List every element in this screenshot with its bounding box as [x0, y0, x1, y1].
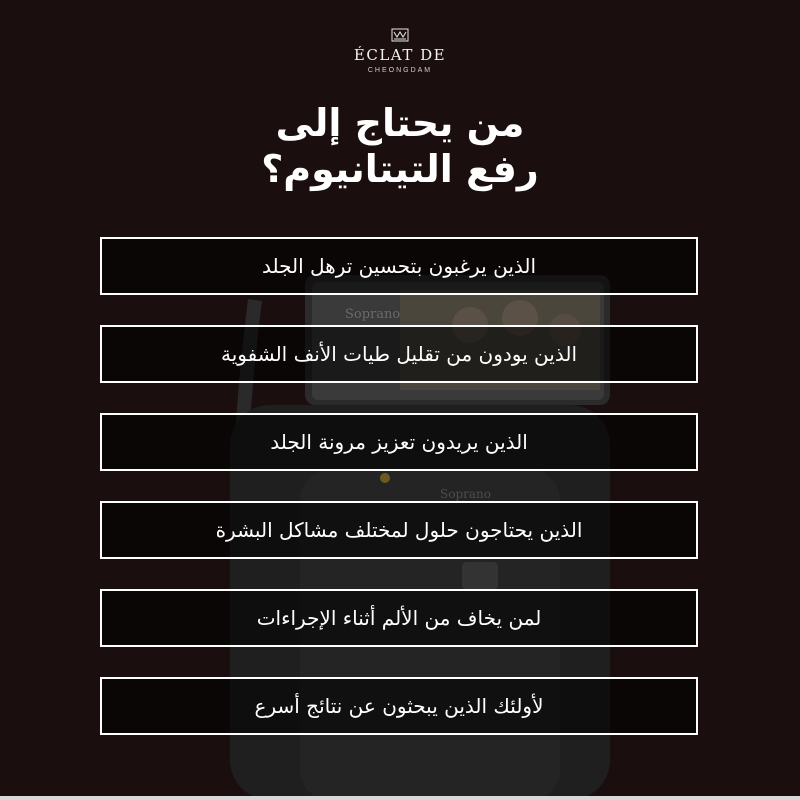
device-brand-label-lower: Soprano	[440, 487, 491, 501]
list-item: الذين يرغبون بتحسين ترهل الجلد	[100, 237, 698, 295]
list-item: الذين يحتاجون حلول لمختلف مشاكل البشرة	[100, 501, 698, 559]
device-brand-label: Soprano	[345, 307, 401, 322]
benefit-list	[100, 237, 700, 765]
list-item: الذين يودون من تقليل طيات الأنف الشفوية	[100, 325, 698, 383]
title-line-2: رفع التيتانيوم؟	[261, 147, 539, 191]
brand-name: ÉCLAT DE	[353, 46, 447, 64]
crown-emblem-icon	[391, 28, 409, 42]
brand-subtitle: CHEONGDAM	[367, 67, 433, 74]
list-item: لمن يخاف من الألم أثناء الإجراءات	[100, 589, 698, 647]
title-line-1: من يحتاج إلى	[275, 101, 525, 145]
brand-logo	[0, 28, 800, 74]
list-item: الذين يريدون تعزيز مرونة الجلد	[100, 413, 698, 471]
list-item: لأولئك الذين يبحثون عن نتائج أسرع	[100, 677, 698, 735]
bottom-divider	[0, 796, 800, 800]
page-title	[0, 100, 800, 192]
